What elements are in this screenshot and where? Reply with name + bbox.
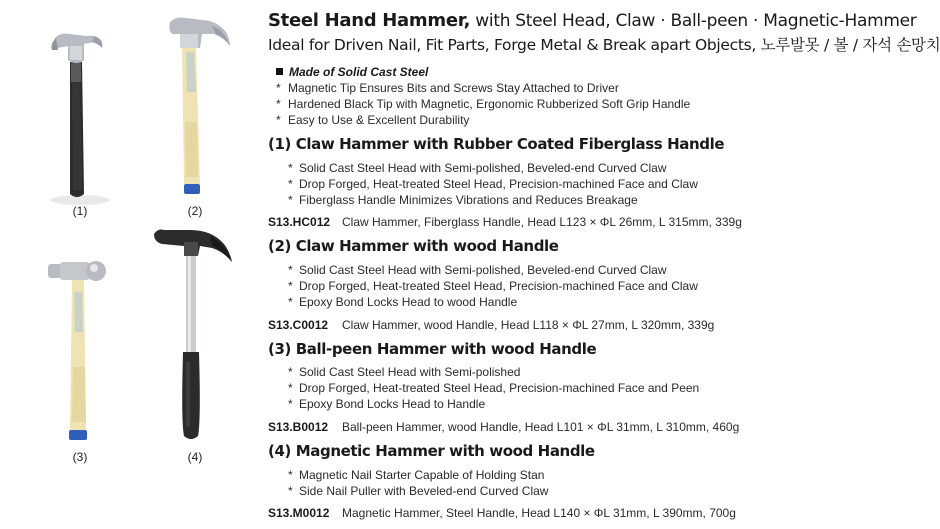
asterisk-bullet: * [288,295,293,309]
square-bullet-icon [276,68,283,75]
ball-peen-hammer-wood-handle-icon [40,252,120,447]
section-bullet [288,161,667,175]
hammer-4-image [150,222,240,447]
page-title [268,10,916,31]
bullet-text: Solid Cast Steel Head with Semi-polished [299,365,521,379]
hammer-2-image [150,12,240,200]
feature-text: Magnetic Tip Ensures Bits and Screws Stay Attached to Driver [288,81,619,95]
page-title-rest: with Steel Head, Claw · Ball-peen · Magnetic-Hammer [470,11,917,31]
section-bullet [288,177,698,191]
bullet-text: Solid Cast Steel Head with Semi-polished, Beveled-end Curved Claw [299,161,667,175]
section-title: (4) Magnetic Hammer with wood Handle [268,442,595,460]
section-bullet [288,365,520,379]
product-code: S13.C0012 [268,318,329,332]
section-bullet [288,193,638,207]
section-bullet [288,397,485,411]
asterisk-bullet: * [288,177,293,191]
bullet-text: Drop Forged, Heat-treated Steel Head, Precision-machined Face and Peen [299,381,700,395]
image-label-4: (4) [187,450,203,464]
page-subtitle: Ideal for Driven Nail, Fit Parts, Forge Metal & Break apart Objects, 노루발못 / 볼 / 자석 손망치 [268,36,940,54]
asterisk-bullet: * [288,468,293,482]
section-bullet [288,468,544,482]
product-spec: Claw Hammer, Fiberglass Handle, Head L123 × ΦL 26mm, L 315mm, 339g [342,215,742,229]
image-label-1: (1) [72,204,88,218]
bullet-text: Solid Cast Steel Head with Semi-polished, Beveled-end Curved Claw [299,263,667,277]
bullet-text: Side Nail Puller with Beveled-end Curved Claw [299,484,549,498]
bullet-text: Epoxy Bond Locks Head to Handle [299,397,486,411]
asterisk-bullet: * [288,279,293,293]
product-spec-line [268,215,742,229]
asterisk-bullet: * [276,113,281,127]
claw-hammer-rubber-handle-icon [40,22,120,207]
product-code: S13.M0012 [268,506,330,520]
bullet-text: Drop Forged, Heat-treated Steel Head, Precision-machined Face and Claw [299,177,698,191]
image-label-3: (3) [72,450,88,464]
feature-item [276,97,690,111]
section-title: (1) Claw Hammer with Rubber Coated Fiberglass Handle [268,135,725,153]
product-spec-line [268,506,736,520]
asterisk-bullet: * [288,161,293,175]
image-label-2: (2) [187,204,203,218]
product-spec-line [268,420,739,434]
bullet-text: Drop Forged, Heat-treated Steel Head, Precision-machined Face and Claw [299,279,698,293]
product-spec-line [268,318,714,332]
asterisk-bullet: * [276,81,281,95]
asterisk-bullet: * [288,193,293,207]
feature-text: Easy to Use & Excellent Durability [288,113,470,127]
page-title-main: Steel Hand Hammer, [268,10,471,31]
feature-item [276,81,619,95]
product-spec: Ball-peen Hammer, wood Handle, Head L101 × ΦL 31mm, L 310mm, 460g [342,420,740,434]
asterisk-bullet: * [288,263,293,277]
magnetic-hammer-steel-handle-icon [150,222,240,447]
claw-hammer-wood-handle-icon [150,12,240,200]
asterisk-bullet: * [276,97,281,111]
asterisk-bullet: * [288,381,293,395]
product-spec: Claw Hammer, wood Handle, Head L118 × ΦL 27mm, L 320mm, 339g [342,318,715,332]
made-of-line [276,65,428,79]
product-code: S13.HC012 [268,215,331,229]
product-code: S13.B0012 [268,420,329,434]
feature-item [276,113,469,127]
asterisk-bullet: * [288,365,293,379]
product-spec: Magnetic Hammer, Steel Handle, Head L140 × ΦL 31mm, L 390mm, 700g [342,506,736,520]
hammer-1-image [40,22,120,207]
made-of-text: Made of Solid Cast Steel [289,65,429,79]
hammer-3-image [40,252,120,447]
section-title: (3) Ball-peen Hammer with wood Handle [268,340,597,358]
asterisk-bullet: * [288,484,293,498]
bullet-text: Fiberglass Handle Minimizes Vibrations and Reduces Breakage [299,193,638,207]
section-bullet [288,295,517,309]
section-bullet [288,279,698,293]
section-title: (2) Claw Hammer with wood Handle [268,237,559,255]
asterisk-bullet: * [288,397,293,411]
bullet-text: Epoxy Bond Locks Head to wood Handle [299,295,518,309]
feature-text: Hardened Black Tip with Magnetic, Ergonomic Rubberized Soft Grip Handle [288,97,691,111]
section-bullet [288,263,667,277]
section-bullet [288,484,548,498]
bullet-text: Magnetic Nail Starter Capable of Holding Stan [299,468,545,482]
section-bullet [288,381,699,395]
